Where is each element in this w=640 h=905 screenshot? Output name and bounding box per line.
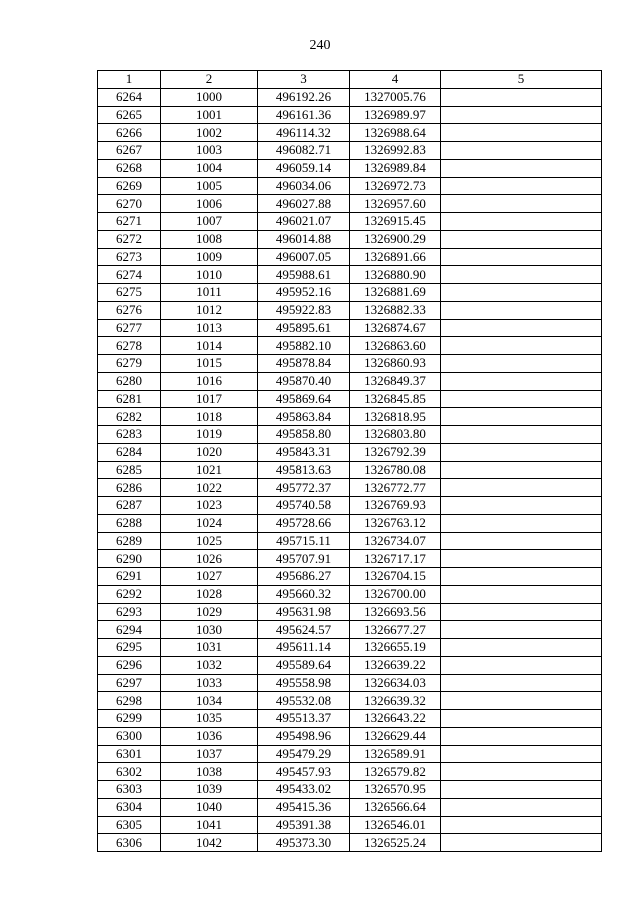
- table-row: [98, 727, 602, 745]
- table-row: [98, 355, 602, 373]
- table-cell-col-2: 1034: [161, 692, 258, 710]
- table-cell-col-2: 1037: [161, 745, 258, 763]
- table-cell-col-3: 495988.61: [258, 266, 350, 284]
- table-cell-col-5: [441, 710, 602, 728]
- table-cell-col-1: 6264: [98, 88, 161, 106]
- table-row: [98, 408, 602, 426]
- table-cell-col-5: [441, 763, 602, 781]
- table-cell-col-2: 1015: [161, 355, 258, 373]
- table-row: [98, 284, 602, 302]
- table-cell-col-4: 1326579.82: [350, 763, 441, 781]
- table-cell-col-1: 6300: [98, 727, 161, 745]
- table-cell-col-5: [441, 319, 602, 337]
- table-cell-col-5: [441, 461, 602, 479]
- table-cell-col-1: 6304: [98, 798, 161, 816]
- table-cell-col-3: 495952.16: [258, 284, 350, 302]
- table-cell-col-5: [441, 213, 602, 231]
- table-row: [98, 745, 602, 763]
- table-cell-col-1: 6286: [98, 479, 161, 497]
- table-row: [98, 230, 602, 248]
- table-cell-col-4: 1326989.97: [350, 106, 441, 124]
- table-cell-col-4: 1326677.27: [350, 621, 441, 639]
- table-cell-col-3: 496059.14: [258, 159, 350, 177]
- table-cell-col-1: 6301: [98, 745, 161, 763]
- table-cell-col-5: [441, 603, 602, 621]
- table-row: [98, 585, 602, 603]
- table-cell-col-5: [441, 816, 602, 834]
- table-cell-col-2: 1005: [161, 177, 258, 195]
- table-cell-col-4: 1326849.37: [350, 372, 441, 390]
- table-row: [98, 301, 602, 319]
- table-cell-col-3: 496007.05: [258, 248, 350, 266]
- table-cell-col-2: 1016: [161, 372, 258, 390]
- table-cell-col-3: 496021.07: [258, 213, 350, 231]
- table-cell-col-3: 495457.93: [258, 763, 350, 781]
- table-cell-col-1: 6294: [98, 621, 161, 639]
- table-cell-col-4: 1326989.84: [350, 159, 441, 177]
- table-cell-col-3: 495895.61: [258, 319, 350, 337]
- table-cell-col-3: 495498.96: [258, 727, 350, 745]
- table-row: [98, 195, 602, 213]
- table-cell-col-2: 1007: [161, 213, 258, 231]
- table-row: [98, 159, 602, 177]
- table-cell-col-2: 1024: [161, 514, 258, 532]
- table-cell-col-1: 6296: [98, 656, 161, 674]
- table-cell-col-5: [441, 230, 602, 248]
- table-cell-col-2: 1006: [161, 195, 258, 213]
- table-cell-col-3: 495858.80: [258, 426, 350, 444]
- table-cell-col-4: 1326772.77: [350, 479, 441, 497]
- table-cell-col-1: 6289: [98, 532, 161, 550]
- table-row: [98, 692, 602, 710]
- table-cell-col-3: 496034.06: [258, 177, 350, 195]
- table-cell-col-2: 1036: [161, 727, 258, 745]
- table-cell-col-2: 1014: [161, 337, 258, 355]
- table-row: [98, 603, 602, 621]
- table-cell-col-1: 6303: [98, 781, 161, 799]
- table-cell-col-2: 1018: [161, 408, 258, 426]
- table-cell-col-5: [441, 88, 602, 106]
- table-cell-col-4: 1326769.93: [350, 497, 441, 515]
- table-cell-col-4: 1326717.17: [350, 550, 441, 568]
- table-cell-col-5: [441, 301, 602, 319]
- table-cell-col-4: 1326957.60: [350, 195, 441, 213]
- table-cell-col-5: [441, 656, 602, 674]
- table-cell-col-2: 1009: [161, 248, 258, 266]
- header-row: [98, 71, 602, 89]
- table-cell-col-3: 495631.98: [258, 603, 350, 621]
- table-row: [98, 213, 602, 231]
- table-cell-col-3: 495728.66: [258, 514, 350, 532]
- table-cell-col-4: 1326863.60: [350, 337, 441, 355]
- table-cell-col-5: [441, 106, 602, 124]
- table-cell-col-5: [441, 745, 602, 763]
- table-cell-col-4: 1326693.56: [350, 603, 441, 621]
- table-cell-col-2: 1032: [161, 656, 258, 674]
- table-cell-col-2: 1041: [161, 816, 258, 834]
- table-cell-col-2: 1008: [161, 230, 258, 248]
- table-cell-col-3: 495513.37: [258, 710, 350, 728]
- table-row: [98, 550, 602, 568]
- table-row: [98, 142, 602, 160]
- table-cell-col-3: 495415.36: [258, 798, 350, 816]
- table-cell-col-5: [441, 408, 602, 426]
- table-cell-col-1: 6285: [98, 461, 161, 479]
- table-cell-col-3: 496082.71: [258, 142, 350, 160]
- table-cell-col-3: 495715.11: [258, 532, 350, 550]
- table-cell-col-4: 1326915.45: [350, 213, 441, 231]
- table-row: [98, 798, 602, 816]
- table-cell-col-2: 1020: [161, 443, 258, 461]
- table-cell-col-3: 495772.37: [258, 479, 350, 497]
- table-cell-col-3: 496014.88: [258, 230, 350, 248]
- table-cell-col-4: 1326900.29: [350, 230, 441, 248]
- table-cell-col-4: 1327005.76: [350, 88, 441, 106]
- table-cell-col-5: [441, 355, 602, 373]
- table-cell-col-3: 496192.26: [258, 88, 350, 106]
- table-cell-col-1: 6276: [98, 301, 161, 319]
- table-cell-col-3: 496114.32: [258, 124, 350, 142]
- table-cell-col-2: 1011: [161, 284, 258, 302]
- table-cell-col-5: [441, 621, 602, 639]
- table-cell-col-1: 6269: [98, 177, 161, 195]
- table-cell-col-1: 6284: [98, 443, 161, 461]
- table-row: [98, 781, 602, 799]
- table-cell-col-2: 1038: [161, 763, 258, 781]
- table-cell-col-3: 495863.84: [258, 408, 350, 426]
- table-cell-col-4: 1326763.12: [350, 514, 441, 532]
- table-cell-col-3: 495882.10: [258, 337, 350, 355]
- table-cell-col-4: 1326880.90: [350, 266, 441, 284]
- table-row: [98, 372, 602, 390]
- table-cell-col-4: 1326570.95: [350, 781, 441, 799]
- table-row: [98, 88, 602, 106]
- table-row: [98, 426, 602, 444]
- table-cell-col-3: 495707.91: [258, 550, 350, 568]
- table-cell-col-1: 6272: [98, 230, 161, 248]
- table-cell-col-5: [441, 443, 602, 461]
- table-cell-col-2: 1021: [161, 461, 258, 479]
- table-cell-col-5: [441, 639, 602, 657]
- column-header-2: 2: [161, 71, 258, 89]
- table-cell-col-5: [441, 195, 602, 213]
- table-cell-col-5: [441, 497, 602, 515]
- table-cell-col-2: 1012: [161, 301, 258, 319]
- table-cell-col-1: 6282: [98, 408, 161, 426]
- table-cell-col-2: 1029: [161, 603, 258, 621]
- coordinates-table: [97, 70, 602, 852]
- table-row: [98, 514, 602, 532]
- table-cell-col-1: 6306: [98, 834, 161, 852]
- table-cell-col-4: 1326803.80: [350, 426, 441, 444]
- table-cell-col-3: 495922.83: [258, 301, 350, 319]
- table-cell-col-4: 1326525.24: [350, 834, 441, 852]
- table-cell-col-4: 1326566.64: [350, 798, 441, 816]
- table-cell-col-5: [441, 834, 602, 852]
- table-cell-col-3: 495813.63: [258, 461, 350, 479]
- table-cell-col-1: 6275: [98, 284, 161, 302]
- table-cell-col-5: [441, 550, 602, 568]
- table-cell-col-1: 6280: [98, 372, 161, 390]
- table-cell-col-4: 1326700.00: [350, 585, 441, 603]
- table-cell-col-3: 495843.31: [258, 443, 350, 461]
- table-cell-col-4: 1326891.66: [350, 248, 441, 266]
- table-cell-col-5: [441, 568, 602, 586]
- table-cell-col-3: 495660.32: [258, 585, 350, 603]
- table-cell-col-4: 1326818.95: [350, 408, 441, 426]
- table-cell-col-2: 1010: [161, 266, 258, 284]
- table-row: [98, 266, 602, 284]
- table-cell-col-1: 6278: [98, 337, 161, 355]
- table-cell-col-4: 1326655.19: [350, 639, 441, 657]
- column-header-5: 5: [441, 71, 602, 89]
- table-cell-col-1: 6283: [98, 426, 161, 444]
- table-cell-col-2: 1000: [161, 88, 258, 106]
- table-cell-col-5: [441, 284, 602, 302]
- table-cell-col-2: 1040: [161, 798, 258, 816]
- table-cell-col-4: 1326639.32: [350, 692, 441, 710]
- table-cell-col-5: [441, 674, 602, 692]
- table-cell-col-3: 495740.58: [258, 497, 350, 515]
- table-cell-col-1: 6265: [98, 106, 161, 124]
- table-row: [98, 319, 602, 337]
- table-cell-col-1: 6298: [98, 692, 161, 710]
- column-header-4: 4: [350, 71, 441, 89]
- table-row: [98, 674, 602, 692]
- table-cell-col-2: 1001: [161, 106, 258, 124]
- table-cell-col-5: [441, 514, 602, 532]
- table-row: [98, 568, 602, 586]
- table-cell-col-1: 6290: [98, 550, 161, 568]
- table-row: [98, 337, 602, 355]
- table-row: [98, 177, 602, 195]
- table-cell-col-1: 6266: [98, 124, 161, 142]
- table-row: [98, 710, 602, 728]
- table-cell-col-5: [441, 532, 602, 550]
- table-cell-col-5: [441, 426, 602, 444]
- table-cell-col-1: 6292: [98, 585, 161, 603]
- table-cell-col-1: 6293: [98, 603, 161, 621]
- table-cell-col-1: 6277: [98, 319, 161, 337]
- table-cell-col-4: 1326882.33: [350, 301, 441, 319]
- table-cell-col-2: 1030: [161, 621, 258, 639]
- column-header-3: 3: [258, 71, 350, 89]
- table-cell-col-2: 1028: [161, 585, 258, 603]
- table-row: [98, 834, 602, 852]
- table-cell-col-5: [441, 142, 602, 160]
- table-cell-col-2: 1002: [161, 124, 258, 142]
- table-cell-col-2: 1017: [161, 390, 258, 408]
- table-cell-col-1: 6281: [98, 390, 161, 408]
- table-cell-col-4: 1326992.83: [350, 142, 441, 160]
- table-body: [98, 88, 602, 851]
- table-cell-col-2: 1033: [161, 674, 258, 692]
- table-cell-col-1: 6302: [98, 763, 161, 781]
- table-cell-col-3: 495558.98: [258, 674, 350, 692]
- table-cell-col-3: 495869.64: [258, 390, 350, 408]
- table-cell-col-1: 6297: [98, 674, 161, 692]
- table-cell-col-4: 1326780.08: [350, 461, 441, 479]
- table-cell-col-3: 495870.40: [258, 372, 350, 390]
- table-cell-col-3: 495686.27: [258, 568, 350, 586]
- page-number: 240: [309, 38, 331, 53]
- table-cell-col-4: 1326643.22: [350, 710, 441, 728]
- table-row: [98, 621, 602, 639]
- table-row: [98, 390, 602, 408]
- table-cell-col-2: 1031: [161, 639, 258, 657]
- table-cell-col-5: [441, 248, 602, 266]
- table-cell-col-1: 6267: [98, 142, 161, 160]
- table-row: [98, 763, 602, 781]
- table-cell-col-1: 6273: [98, 248, 161, 266]
- table-cell-col-2: 1027: [161, 568, 258, 586]
- table-cell-col-2: 1025: [161, 532, 258, 550]
- table-cell-col-5: [441, 124, 602, 142]
- table-row: [98, 639, 602, 657]
- table-cell-col-1: 6287: [98, 497, 161, 515]
- table-cell-col-4: 1326845.85: [350, 390, 441, 408]
- table-cell-col-1: 6295: [98, 639, 161, 657]
- table-row: [98, 656, 602, 674]
- table-cell-col-1: 6274: [98, 266, 161, 284]
- table-header: [98, 71, 602, 89]
- table-cell-col-1: 6305: [98, 816, 161, 834]
- table-row: [98, 479, 602, 497]
- table-cell-col-5: [441, 177, 602, 195]
- table-row: [98, 106, 602, 124]
- table-cell-col-5: [441, 337, 602, 355]
- table-cell-col-4: 1326874.67: [350, 319, 441, 337]
- table-cell-col-2: 1039: [161, 781, 258, 799]
- table-cell-col-1: 6271: [98, 213, 161, 231]
- table-cell-col-4: 1326972.73: [350, 177, 441, 195]
- table-cell-col-2: 1003: [161, 142, 258, 160]
- table-cell-col-5: [441, 727, 602, 745]
- table-cell-col-1: 6279: [98, 355, 161, 373]
- table-cell-col-5: [441, 266, 602, 284]
- table-cell-col-1: 6288: [98, 514, 161, 532]
- table-cell-col-4: 1326988.64: [350, 124, 441, 142]
- table-cell-col-5: [441, 372, 602, 390]
- table-cell-col-4: 1326860.93: [350, 355, 441, 373]
- table-cell-col-3: 496161.36: [258, 106, 350, 124]
- table-cell-col-2: 1004: [161, 159, 258, 177]
- table-cell-col-5: [441, 390, 602, 408]
- table-cell-col-3: 495433.02: [258, 781, 350, 799]
- table-row: [98, 443, 602, 461]
- table-cell-col-2: 1035: [161, 710, 258, 728]
- table-cell-col-2: 1023: [161, 497, 258, 515]
- table-cell-col-1: 6270: [98, 195, 161, 213]
- table-cell-col-4: 1326546.01: [350, 816, 441, 834]
- table-cell-col-5: [441, 798, 602, 816]
- table-cell-col-1: 6299: [98, 710, 161, 728]
- table-cell-col-5: [441, 585, 602, 603]
- table-cell-col-4: 1326704.15: [350, 568, 441, 586]
- table-cell-col-4: 1326634.03: [350, 674, 441, 692]
- table-row: [98, 461, 602, 479]
- table-row: [98, 248, 602, 266]
- table-cell-col-5: [441, 159, 602, 177]
- table-cell-col-4: 1326734.07: [350, 532, 441, 550]
- table-cell-col-3: 495589.64: [258, 656, 350, 674]
- table-cell-col-2: 1022: [161, 479, 258, 497]
- table-cell-col-3: 496027.88: [258, 195, 350, 213]
- table-cell-col-5: [441, 692, 602, 710]
- table-cell-col-1: 6291: [98, 568, 161, 586]
- table-cell-col-4: 1326629.44: [350, 727, 441, 745]
- table-cell-col-3: 495624.57: [258, 621, 350, 639]
- column-header-1: 1: [98, 71, 161, 89]
- table-cell-col-3: 495532.08: [258, 692, 350, 710]
- table-cell-col-2: 1026: [161, 550, 258, 568]
- table-cell-col-4: 1326589.91: [350, 745, 441, 763]
- table-cell-col-3: 495391.38: [258, 816, 350, 834]
- table-cell-col-2: 1019: [161, 426, 258, 444]
- table-cell-col-3: 495373.30: [258, 834, 350, 852]
- table-cell-col-3: 495878.84: [258, 355, 350, 373]
- table-row: [98, 497, 602, 515]
- table-cell-col-4: 1326639.22: [350, 656, 441, 674]
- table-row: [98, 816, 602, 834]
- table-row: [98, 532, 602, 550]
- table-cell-col-1: 6268: [98, 159, 161, 177]
- table-cell-col-3: 495611.14: [258, 639, 350, 657]
- table-cell-col-2: 1013: [161, 319, 258, 337]
- table-cell-col-4: 1326881.69: [350, 284, 441, 302]
- table-row: [98, 124, 602, 142]
- table-cell-col-2: 1042: [161, 834, 258, 852]
- table-cell-col-5: [441, 781, 602, 799]
- table-cell-col-3: 495479.29: [258, 745, 350, 763]
- table-cell-col-5: [441, 479, 602, 497]
- table-cell-col-4: 1326792.39: [350, 443, 441, 461]
